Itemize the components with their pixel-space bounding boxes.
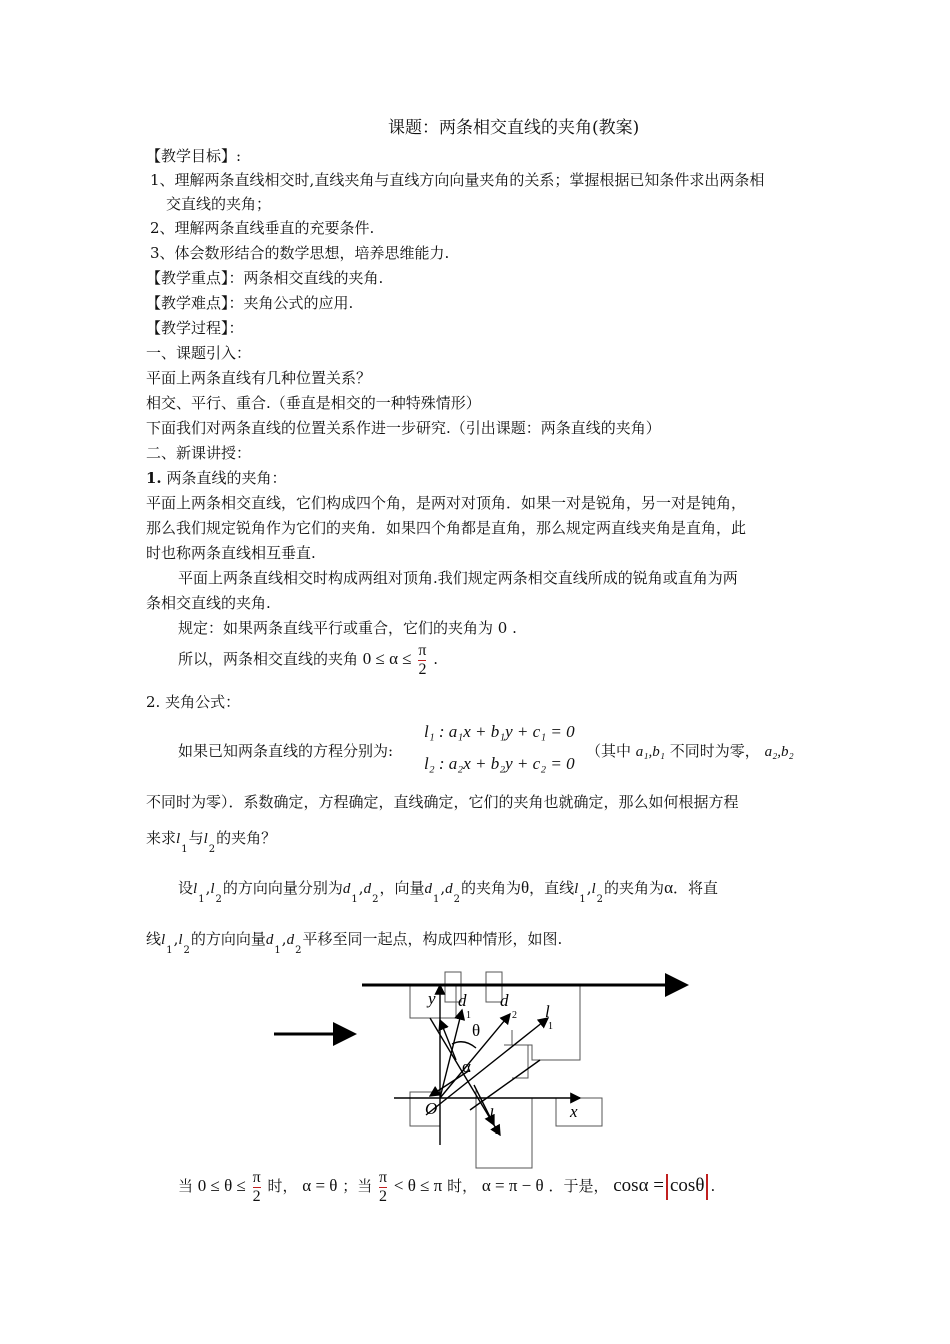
para-3-mid: 与 (188, 829, 204, 847)
objective-1-line-a: 1、理解两条直线相交时,直线夹角与直线方向向量夹角的关系；掌握根据已知条件求出两条相 (150, 171, 765, 189)
conclusion-line: 当 0 ≤ θ ≤ $\frac{\pi}{2}$ 时， α = θ ；当 $\frac{\pi}{2}$ < θ ≤ π 时， α = π − θ ．于是， cosα = cosθ . (178, 1168, 716, 1205)
objective-2: 2、理解两条直线垂直的充要条件. (150, 219, 375, 237)
var-l: l (176, 831, 181, 847)
para-1-line-c: 时也称两条直线相互垂直. (146, 544, 316, 562)
process-heading: 【教学过程】： (146, 319, 244, 337)
figure-labels (425, 989, 578, 1137)
coeff-a1-b1: a₁,b₁ (635, 744, 665, 760)
theta-symbol: θ (521, 878, 530, 897)
intro-answer: 相交、平行、重合.（垂直是相交的一种特殊情形） (146, 394, 481, 412)
subsection-1-text: 两条直线的夹角： (166, 469, 287, 487)
eq-suffix-a: （其中 (586, 742, 632, 760)
cos-theta: cosθ (670, 1175, 705, 1196)
section-2-heading: 二、新课讲授： (146, 444, 252, 462)
alpha-symbol: α (664, 878, 673, 897)
equation-1: l₁ : a₁x + b₁y + c₁ = 0 (424, 722, 575, 741)
coeff-a2-b2: a₂,b₂ (764, 744, 794, 760)
para-2-line-a: 平面上两条直线相交时构成两组对顶角.我们规定两条相交直线所成的锐角或直角为两 (178, 569, 738, 587)
var-l: l (203, 831, 208, 847)
para-4-line-a: 设$l_1,l_2$的方向向量分别为$d_1,d_2$，向量$d_1,d_2$的夹角为θ，直线$l_1,l_2$的夹角为α．将直 (178, 878, 718, 905)
pi-over-2: $\frac{\pi}{2}$ (418, 641, 427, 678)
label-alpha: α (462, 1057, 471, 1076)
rule: 规定：如果两条直线平行或重合，它们的夹角为 0 . (178, 619, 517, 637)
para-4-line-b: 线$l_1,l_2$的方向向量$d_1,d_2$平移至同一起点，构成四种情形，如图. (146, 930, 563, 956)
intro-question: 平面上两条直线有几种位置关系？ (146, 369, 372, 387)
label-y: y (428, 989, 436, 1008)
para-2-line-b: 条相交直线的夹角. (146, 594, 271, 612)
para-1-line-a: 平面上两条相交直线，它们构成四个角，是两对对顶角．如果一对是锐角，另一对是钝角， (146, 494, 747, 512)
label-x: x (570, 1102, 578, 1121)
abs-bar-right (706, 1174, 708, 1200)
range-prefix: 所以，两条相交直线的夹角 (178, 650, 359, 668)
para-3-line-b: 来求$l_1$与$l_2$的夹角？ (146, 829, 277, 855)
key-point: 【教学重点】：两条相交直线的夹角. (146, 269, 384, 287)
figure-lines (394, 985, 580, 1145)
label-d2: d (500, 991, 509, 1010)
abs-bar-left (666, 1174, 668, 1200)
eq-suffix-b: 不同时为零， (669, 742, 760, 760)
page-title: 课题：两条相交直线的夹角(教案) (388, 118, 640, 138)
result-1: α = θ (302, 1176, 338, 1195)
objectives-heading: 【教学目标】: (146, 147, 242, 165)
range-period: . (433, 650, 439, 668)
svg-text:1: 1 (548, 1021, 553, 1032)
parallel-segment (470, 1060, 540, 1110)
para-3-post: 的夹角？ (216, 829, 277, 847)
para-1-line-b: 那么我们规定锐角作为它们的夹角．如果四个角都是直角，那么规定两直线夹角是直角，此 (146, 519, 747, 537)
theta-arc (452, 1042, 476, 1048)
result-2: α = π − θ (481, 1176, 544, 1195)
equation-prefix: 如果已知两条直线的方程分别为: (178, 742, 394, 760)
section-1-heading: 一、课题引入： (146, 344, 252, 362)
label-l2: l (489, 1105, 494, 1124)
range-math: 0 ≤ α ≤ (362, 649, 412, 668)
svg-text:2: 2 (512, 1010, 517, 1021)
para-3-line-a: 不同时为零）．系数确定，方程确定，直线确定，它们的夹角也就确定，那么如何根据方程 (146, 793, 739, 811)
subsection-2-heading: 2. 夹角公式： (146, 693, 241, 711)
svg-text:1: 1 (466, 1010, 471, 1021)
label-theta: θ (472, 1021, 481, 1040)
cos-alpha: cosα = (613, 1175, 664, 1196)
subsection-1-number: 1. (146, 469, 162, 487)
label-l1: l (545, 1002, 550, 1021)
para-3-pre: 来求 (146, 829, 177, 847)
label-d1: d (458, 991, 467, 1010)
equation-2: l₂ : a₂x + b₂y + c₂ = 0 (424, 754, 575, 773)
difficulty: 【教学难点】：夹角公式的应用. (146, 294, 354, 312)
intro-next: 下面我们对两条直线的位置关系作进一步研究.（引出课题：两条直线的夹角） (146, 419, 661, 437)
objective-3: 3、体会数形结合的数学思想，培养思维能力. (150, 244, 450, 262)
objective-1-line-b: 交直线的夹角； (166, 195, 272, 213)
condition-1: 0 ≤ θ ≤ (197, 1176, 246, 1195)
svg-text:2: 2 (495, 1126, 500, 1137)
label-o: O (425, 1099, 438, 1118)
condition-2: < θ ≤ π (393, 1176, 443, 1195)
